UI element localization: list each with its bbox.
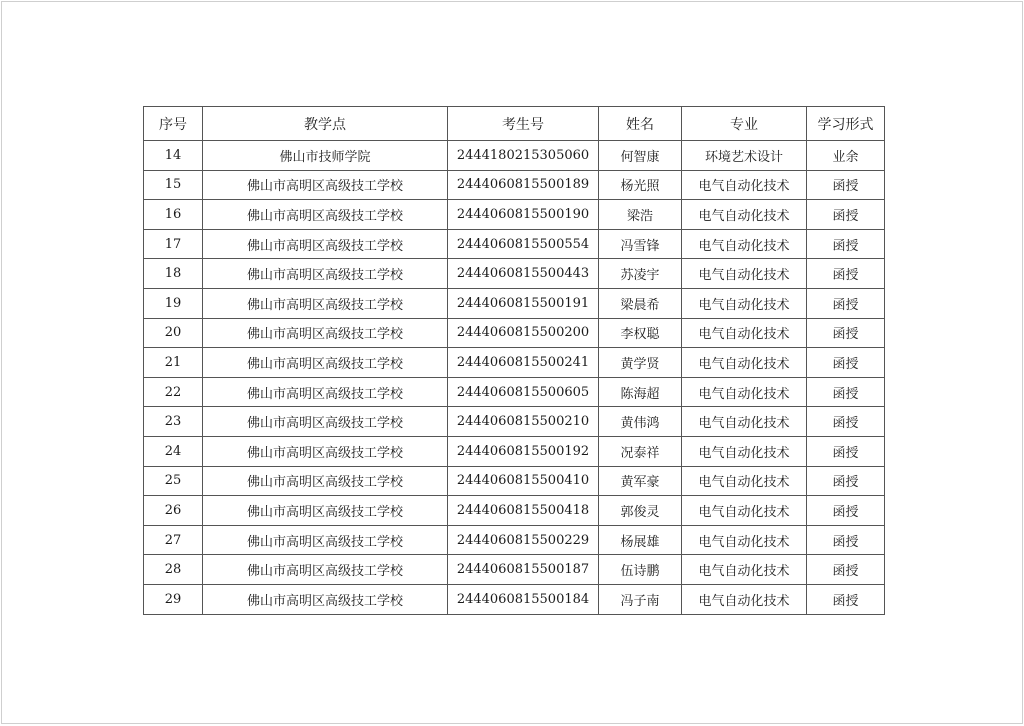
cell-serial-number: 15 (144, 170, 203, 200)
cell-serial-number: 14 (144, 141, 203, 171)
cell-major: 电气自动化技术 (682, 466, 807, 496)
cell-serial-number: 19 (144, 288, 203, 318)
cell-serial-number: 17 (144, 229, 203, 259)
cell-name: 何智康 (599, 141, 682, 171)
cell-study-mode: 函授 (807, 170, 885, 200)
cell-serial-number: 27 (144, 525, 203, 555)
cell-teaching-site: 佛山市高明区高级技工学校 (203, 496, 448, 526)
header-name: 姓名 (599, 107, 682, 141)
table-row (144, 584, 885, 614)
cell-candidate-number: 2444060815500191 (448, 288, 599, 318)
cell-candidate-number: 2444060815500605 (448, 377, 599, 407)
cell-serial-number: 24 (144, 436, 203, 466)
cell-major: 电气自动化技术 (682, 200, 807, 230)
cell-study-mode: 函授 (807, 525, 885, 555)
cell-candidate-number: 2444060815500190 (448, 200, 599, 230)
cell-name: 黄学贤 (599, 348, 682, 378)
table-row (144, 555, 885, 585)
header-study-mode: 学习形式 (807, 107, 885, 141)
cell-serial-number: 22 (144, 377, 203, 407)
cell-name: 冯雪锋 (599, 229, 682, 259)
cell-study-mode: 函授 (807, 348, 885, 378)
cell-study-mode: 函授 (807, 496, 885, 526)
cell-candidate-number: 2444060815500200 (448, 318, 599, 348)
cell-candidate-number: 2444060815500554 (448, 229, 599, 259)
cell-study-mode: 函授 (807, 466, 885, 496)
table-header (144, 107, 885, 141)
header-candidate-number: 考生号 (448, 107, 599, 141)
cell-name: 黄伟鸿 (599, 407, 682, 437)
cell-major: 电气自动化技术 (682, 496, 807, 526)
cell-study-mode: 函授 (807, 200, 885, 230)
cell-name: 冯子南 (599, 584, 682, 614)
table-row (144, 377, 885, 407)
cell-candidate-number: 2444060815500210 (448, 407, 599, 437)
cell-study-mode: 函授 (807, 584, 885, 614)
cell-major: 电气自动化技术 (682, 555, 807, 585)
cell-study-mode: 函授 (807, 436, 885, 466)
cell-teaching-site: 佛山市高明区高级技工学校 (203, 170, 448, 200)
table-row (144, 466, 885, 496)
cell-name: 伍诗鹏 (599, 555, 682, 585)
cell-candidate-number: 2444060815500189 (448, 170, 599, 200)
cell-name: 况泰祥 (599, 436, 682, 466)
cell-teaching-site: 佛山市高明区高级技工学校 (203, 466, 448, 496)
cell-name: 梁晨希 (599, 288, 682, 318)
header-serial-number: 序号 (144, 107, 203, 141)
cell-name: 郭俊灵 (599, 496, 682, 526)
cell-candidate-number: 2444060815500229 (448, 525, 599, 555)
table-row (144, 348, 885, 378)
cell-major: 电气自动化技术 (682, 288, 807, 318)
cell-serial-number: 25 (144, 466, 203, 496)
cell-major: 电气自动化技术 (682, 584, 807, 614)
student-roster-table (143, 106, 885, 615)
table-body (144, 141, 885, 615)
cell-major: 电气自动化技术 (682, 348, 807, 378)
cell-study-mode: 业余 (807, 141, 885, 171)
cell-study-mode: 函授 (807, 555, 885, 585)
cell-study-mode: 函授 (807, 407, 885, 437)
cell-study-mode: 函授 (807, 318, 885, 348)
cell-major: 电气自动化技术 (682, 377, 807, 407)
cell-study-mode: 函授 (807, 259, 885, 289)
cell-major: 电气自动化技术 (682, 170, 807, 200)
cell-name: 苏凌宇 (599, 259, 682, 289)
cell-study-mode: 函授 (807, 288, 885, 318)
header-major: 专业 (682, 107, 807, 141)
cell-candidate-number: 2444060815500418 (448, 496, 599, 526)
cell-teaching-site: 佛山市高明区高级技工学校 (203, 229, 448, 259)
cell-candidate-number: 2444180215305060 (448, 141, 599, 171)
cell-teaching-site: 佛山市高明区高级技工学校 (203, 377, 448, 407)
cell-candidate-number: 2444060815500241 (448, 348, 599, 378)
cell-teaching-site: 佛山市高明区高级技工学校 (203, 259, 448, 289)
cell-candidate-number: 2444060815500410 (448, 466, 599, 496)
cell-candidate-number: 2444060815500184 (448, 584, 599, 614)
cell-name: 陈海超 (599, 377, 682, 407)
cell-serial-number: 18 (144, 259, 203, 289)
table-row (144, 496, 885, 526)
cell-name: 黄军豪 (599, 466, 682, 496)
cell-candidate-number: 2444060815500187 (448, 555, 599, 585)
table-row (144, 200, 885, 230)
cell-teaching-site: 佛山市高明区高级技工学校 (203, 584, 448, 614)
cell-teaching-site: 佛山市高明区高级技工学校 (203, 200, 448, 230)
cell-study-mode: 函授 (807, 377, 885, 407)
cell-serial-number: 20 (144, 318, 203, 348)
cell-major: 电气自动化技术 (682, 259, 807, 289)
cell-serial-number: 23 (144, 407, 203, 437)
cell-major: 电气自动化技术 (682, 318, 807, 348)
table-row (144, 318, 885, 348)
cell-teaching-site: 佛山市高明区高级技工学校 (203, 318, 448, 348)
table-row (144, 436, 885, 466)
cell-major: 电气自动化技术 (682, 525, 807, 555)
cell-candidate-number: 2444060815500443 (448, 259, 599, 289)
cell-major: 电气自动化技术 (682, 436, 807, 466)
header-row (144, 107, 885, 141)
document-page (1, 1, 1023, 724)
cell-name: 杨展雄 (599, 525, 682, 555)
cell-teaching-site: 佛山市高明区高级技工学校 (203, 407, 448, 437)
cell-name: 杨光照 (599, 170, 682, 200)
cell-serial-number: 26 (144, 496, 203, 526)
cell-study-mode: 函授 (807, 229, 885, 259)
table-row (144, 407, 885, 437)
cell-major: 电气自动化技术 (682, 229, 807, 259)
cell-serial-number: 21 (144, 348, 203, 378)
cell-name: 梁浩 (599, 200, 682, 230)
cell-serial-number: 16 (144, 200, 203, 230)
table-row (144, 170, 885, 200)
cell-teaching-site: 佛山市高明区高级技工学校 (203, 436, 448, 466)
cell-serial-number: 28 (144, 555, 203, 585)
cell-major: 环境艺术设计 (682, 141, 807, 171)
table-row (144, 288, 885, 318)
table-row (144, 259, 885, 289)
table-row (144, 141, 885, 171)
cell-candidate-number: 2444060815500192 (448, 436, 599, 466)
cell-teaching-site: 佛山市技师学院 (203, 141, 448, 171)
header-teaching-site: 教学点 (203, 107, 448, 141)
cell-serial-number: 29 (144, 584, 203, 614)
table-row (144, 525, 885, 555)
cell-teaching-site: 佛山市高明区高级技工学校 (203, 525, 448, 555)
cell-name: 李权聪 (599, 318, 682, 348)
cell-teaching-site: 佛山市高明区高级技工学校 (203, 555, 448, 585)
cell-teaching-site: 佛山市高明区高级技工学校 (203, 348, 448, 378)
cell-teaching-site: 佛山市高明区高级技工学校 (203, 288, 448, 318)
cell-major: 电气自动化技术 (682, 407, 807, 437)
table-row (144, 229, 885, 259)
